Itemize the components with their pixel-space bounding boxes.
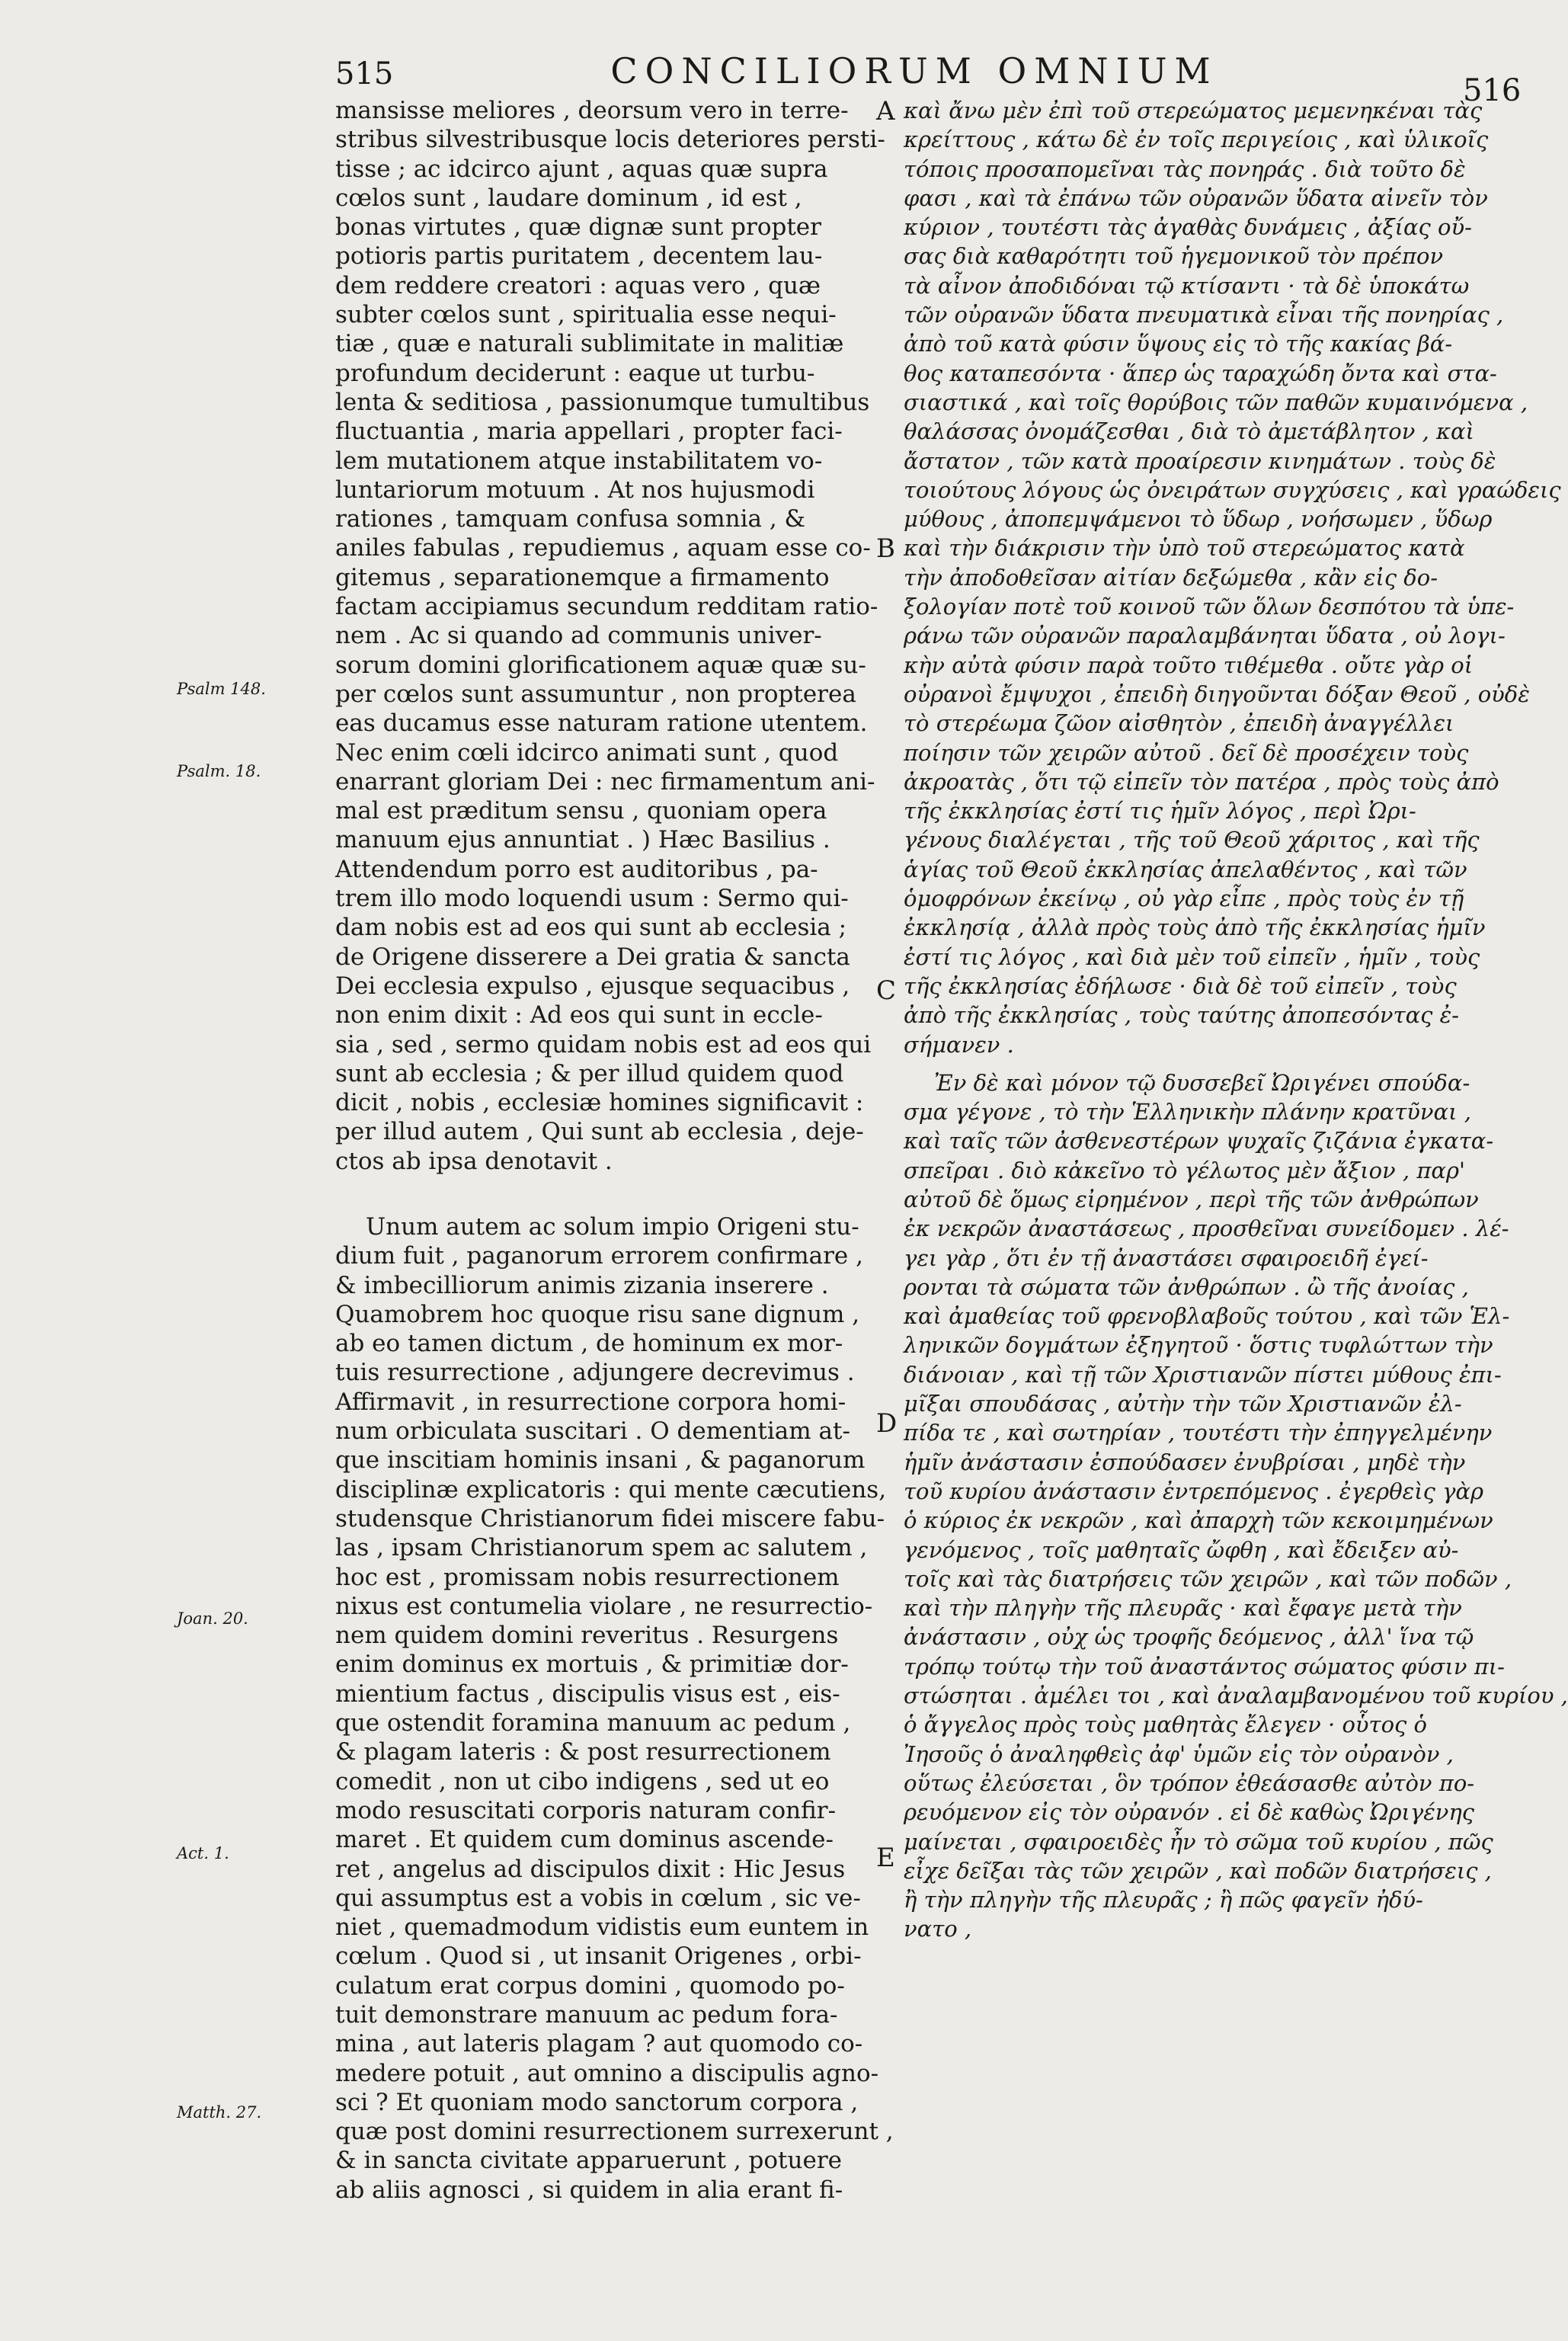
latin-line: ctos ab ipsa denotavit . [335,1147,613,1175]
latin-line: cœlos sunt , laudare dominum , id est , [335,184,802,212]
greek-line: Ἐν δὲ καὶ μόνον τῷ δυσσεβεῖ Ὠριγένει σπούδα- [934,1069,1470,1096]
latin-line: trem illo modo loquendi usum : Sermo qui- [335,885,849,913]
latin-line: cœlum . Quod si , ut insanit Origenes , orbi- [335,1942,862,1971]
page-number-right: 516 [1463,73,1522,108]
greek-line: τοῖς καὶ τὰς διατρήσεις τῶν χειρῶν , καὶ τῶν ποδῶν , [904,1565,1512,1592]
greek-line: γενόμενος , τοῖς μαθηταῖς ὤφθη , καὶ ἔδειξεν αὐ- [904,1536,1459,1563]
marginal-ref: Act. 1. [177,1844,229,1862]
greek-line: γει γὰρ , ὅτι ἐν τῇ ἀναστάσει σφαιροειδῆ ἐγεί- [904,1244,1429,1271]
greek-line: ἀκροατὰς , ὅτι τῷ εἰπεῖν τὸν πατέρα , πρὸς τοὺς ἀπὸ [904,768,1499,795]
margin-letter-d: D [876,1408,898,1439]
latin-line: modo resuscitati corporis naturam confir- [335,1796,837,1824]
greek-line: ληνικῶν δογμάτων ἐξηγητοῦ · ὅστις τυφλώττων τὴν [904,1332,1493,1359]
latin-line: gitemus , separationemque a firmamento [335,563,830,591]
greek-line: κρείττους , κάτω δὲ ἐν τοῖς περιγείοις , καὶ ὑλικοῖς [904,126,1489,153]
greek-line: ἀπὸ τοῦ κατὰ φύσιν ὕψους εἰς τὸ τῆς κακίας βά- [904,331,1453,357]
greek-line: νατο , [904,1916,972,1942]
greek-line: τὰ αἶνον ἀποδιδόναι τῷ κτίσαντι · τὰ δὲ ὑποκάτω [904,272,1470,299]
latin-line: potioris partis puritatem , decentem lau- [335,242,823,271]
greek-line: ἁγίας τοῦ Θεοῦ ἐκκλησίας ἀπελαθέντος , καὶ τῶν [904,856,1467,882]
latin-line: las , ipsam Christianorum spem ac salutem , [335,1534,868,1562]
latin-line: Unum autem ac solum impio Origeni stu- [366,1212,859,1241]
greek-line: τόποις προσαπομεῖναι τὰς πονηράς . διὰ τοῦτο δὲ [904,155,1466,182]
latin-line: subter cœlos sunt , spiritualia esse nequi- [335,301,837,329]
greek-line: εἶχε δεῖξαι τὰς τῶν χειρῶν , καὶ ποδῶν διατρήσεις , [904,1857,1492,1884]
greek-line: ἐκκλησίᾳ , ἀλλὰ πρὸς τοὺς ἀπὸ τῆς ἐκκλησίας ἡμῖν [904,914,1486,941]
latin-line: sorum domini glorificationem aquæ quæ su- [335,651,866,679]
latin-line: tisse ; ac idcirco ajunt , aquas quæ supra [335,155,828,183]
latin-line: sunt ab ecclesia ; & per illud quidem quod [335,1059,844,1087]
greek-line: θαλάσσας ὀνομάζεσθαι , διὰ τὸ ἀμετάβλητον , καὶ [904,418,1475,445]
latin-line: mina , aut lateris plagam ? aut quomodo co- [335,2030,863,2058]
greek-line: αὐτοῦ δὲ ὅμως εἰρημένον , περὶ τῆς τῶν ἀνθρώπων [904,1186,1479,1212]
latin-line: lem mutationem atque instabilitatem vo- [335,447,823,475]
latin-line: quæ post domini resurrectionem surrexerunt , [335,2118,894,2146]
latin-line: nem quidem domini reveritus . Resurgens [335,1622,839,1650]
greek-line: οὐρανοὶ ἔμψυχοι , ἐπειδὴ διηγοῦνται δόξαν Θεοῦ , οὐδὲ [904,681,1530,707]
greek-line: γένους διαλέγεται , τῆς τοῦ Θεοῦ χάριτος , καὶ τῆς [904,827,1480,853]
greek-line: τῶν οὐρανῶν ὕδατα πνευματικὰ εἶναι τῆς πονηρίας , [904,302,1504,328]
latin-line: culatum erat corpus domini , quomodo po- [335,1971,845,2000]
greek-line: ὁ κύριος ἐκ νεκρῶν , καὶ ἀπαρχὴ τῶν κεκοιμημένων [904,1507,1493,1534]
greek-line: πίδα τε , καὶ σωτηρίαν , τουτέστι τὴν ἐπηγγελμένην [904,1420,1493,1446]
latin-line: Dei ecclesia expulso , ejusque sequacibus , [335,972,850,1000]
latin-line: hoc est , promissam nobis resurrectionem [335,1563,840,1591]
latin-line: Nec enim cœli idcirco animati sunt , quod [335,738,839,767]
greek-line: τῆς ἐκκλησίας ἐστί τις ἡμῖν λόγος , περὶ Ὠρι- [904,798,1416,825]
latin-line: per cœlos sunt assumuntur , non propterea [335,680,856,708]
latin-line: stribus silvestribusque locis deteriores persti- [335,126,885,154]
greek-line: ἢ τὴν πληγὴν τῆς πλευρᾶς ; ἢ πῶς φαγεῖν ἠδύ- [904,1887,1423,1913]
running-title: CONCILIORUM OMNIUM [610,50,1218,91]
greek-line: καὶ τὴν διάκρισιν τὴν ὑπὸ τοῦ στερεώματος κατὰ [904,535,1465,562]
greek-line: ἀνάστασιν , οὐχ ὡς τροφῆς δεόμενος , ἀλλ' ἵνα τῷ [904,1624,1474,1651]
marginal-ref: Psalm. 18. [177,762,261,780]
greek-line: μῖξαι σπουδάσας , αὐτὴν τὴν τῶν Χριστιανῶν ἐλ- [904,1391,1462,1417]
latin-column [335,96,894,2205]
page-number-left: 515 [335,56,394,91]
greek-column [904,96,1568,1944]
latin-line: fluctuantia , maria appellari , propter faci- [335,418,843,446]
greek-line: διάνοιαν , καὶ τῇ τῶν Χριστιανῶν πίστει μύθους ἐπι- [904,1361,1502,1388]
greek-line: ἡμῖν ἀνάστασιν ἐσπούδασεν ἐνυβρίσαι , μηδὲ τὴν [904,1449,1466,1475]
latin-line: bonas virtutes , quæ dignæ sunt propter [335,213,821,242]
latin-line: tuis resurrectione , adjungere decrevimus . [335,1359,855,1387]
latin-line: ret , angelus ad discipulos dixit : Hic Jesus [335,1855,846,1883]
greek-line: ἐστί τις λόγος , καὶ διὰ μὲν τοῦ εἰπεῖν , ἡμῖν , τοὺς [904,943,1480,970]
greek-line: καὶ ταῖς τῶν ἀσθενεστέρων ψυχαῖς ζιζάνια ἐγκατα- [904,1128,1494,1154]
latin-line: Affirmavit , in resurrectione corpora homi- [335,1388,846,1416]
latin-line: non enim dixit : Ad eos qui sunt in eccle- [335,1001,823,1030]
latin-line: sia , sed , sermo quidam nobis est ad eos qui [335,1030,872,1058]
latin-line: lenta & seditiosa , passionumque tumultibus [335,388,870,416]
latin-line: qui assumptus est a vobis in cœlum , sic ve- [335,1884,861,1912]
latin-line: luntariorum motuum . At nos hujusmodi [335,476,815,504]
latin-line: per illud autem , Qui sunt ab ecclesia , deje- [335,1118,864,1146]
latin-line: & plagam lateris : & post resurrectionem [335,1738,831,1766]
margin-letter-a: A [876,96,895,126]
latin-line: dam nobis est ad eos qui sunt ab ecclesia ; [335,914,847,942]
marginal-ref: Joan. 20. [177,1609,248,1628]
latin-line: que inscitiam hominis insani , & paganorum [335,1446,866,1475]
latin-line: mal est præditum sensu , quoniam opera [335,797,827,825]
greek-line: κύριον , τουτέστι τὰς ἀγαθὰς δυνάμεις , ἀξίας οὔ- [904,214,1472,241]
greek-line: σήμανεν . [904,1031,1014,1058]
greek-line: σιαστικά , καὶ τοῖς θορύβοις τῶν παθῶν κυμαινόμενα , [904,389,1528,415]
greek-line: ἐκ νεκρῶν ἀναστάσεως , προσθεῖναι συνείδομεν . λέ- [904,1215,1509,1242]
latin-line: manuum ejus annuntiat . ) Hæc Basilius . [335,826,830,854]
margin-letter-e: E [876,1843,895,1873]
latin-line: rationes , tamquam confusa somnia , & [335,505,806,533]
latin-line: eas ducamus esse naturam ratione utentem. [335,709,868,738]
greek-line: σμα γέγονε , τὸ τὴν Ἑλληνικὴν πλάνην κρατῦναι , [904,1099,1471,1126]
greek-line: ράνω τῶν οὐρανῶν παραλαμβάνηται ὕδατα , οὐ λογι- [904,623,1506,649]
greek-line: καὶ τὴν πληγὴν τῆς πλευρᾶς · καὶ ἔφαγε μετὰ τὴν [904,1595,1462,1622]
latin-line: sci ? Et quoniam modo sanctorum corpora , [335,2088,859,2116]
greek-line: τὸ στερέωμα ζῶον αἰσθητὸν , ἐπειδὴ ἀναγγέλλει [904,710,1454,737]
latin-line: tuit demonstrare manuum ac pedum fora- [335,2001,838,2029]
greek-line: Ἰησοῦς ὁ ἀναληφθεὶς ἀφ' ὑμῶν εἰς τὸν οὐρανὸν , [904,1741,1454,1767]
greek-line: τοῦ κυρίου ἀνάστασιν ἐντρεπόμενος . ἐγερθεὶς γὰρ [904,1478,1484,1504]
latin-line: niet , quemadmodum vidistis eum euntem in [335,1913,869,1942]
latin-line: aniles fabulas , repudiemus , aquam esse co- [335,534,871,562]
latin-line: tiæ , quæ e naturali sublimitate in malitiæ [335,330,844,358]
latin-line: de Origene disserere a Dei gratia & sancta [335,943,850,971]
greek-line: θος καταπεσόντα · ἅπερ ὡς ταραχώδη ὄντα καὶ στα- [904,360,1497,386]
latin-line: dicit , nobis , ecclesiæ homines significavit : [335,1089,864,1117]
greek-line: τὴν ἀποδοθεῖσαν αἰτίαν δεξώμεθα , κἂν εἰς δο- [904,564,1438,591]
latin-line: ab eo tamen dictum , de hominum ex mor- [335,1330,843,1358]
greek-line: ποίησιν τῶν χειρῶν αὐτοῦ . δεῖ δὲ προσέχειν τοὺς [904,739,1469,766]
latin-line: Quamobrem hoc quoque risu sane dignum , [335,1300,860,1328]
latin-line: enarrant gloriam Dei : nec firmamentum ani- [335,767,875,796]
greek-line: ἀπὸ τῆς ἐκκλησίας , τοὺς ταύτης ἀποπεσόντας ἐ- [904,1002,1459,1029]
latin-line: mientium factus , discipulis visus est , eis- [335,1680,840,1708]
greek-line: σας διὰ καθαρότητι τοῦ ἡγεμονικοῦ τὸν πρέπον [904,243,1444,270]
greek-line: σπεῖραι . διὸ κἀκεῖνο τὸ γέλωτος μὲν ἄξιον , παρ' [904,1157,1466,1183]
latin-line: que ostendit foramina manuum ac pedum , [335,1709,851,1737]
greek-line: τῆς ἐκκλησίας ἐδήλωσε · διὰ δὲ τοῦ εἰπεῖν , τοὺς [904,972,1457,999]
marginal-ref: Psalm 148. [177,680,266,698]
latin-line: studensque Christianorum fidei miscere fabu- [335,1504,885,1532]
latin-line: comedit , non ut cibo indigens , sed ut eo [335,1767,830,1795]
greek-line: ὁ ἄγγελος πρὸς τοὺς μαθητὰς ἔλεγεν · οὗτος ὁ [904,1712,1427,1738]
latin-line: & imbecilliorum animis zizania inserere . [335,1271,829,1299]
greek-line: ξολογίαν ποτὲ τοῦ κοινοῦ τῶν ὅλων δεσπότου τὰ ὑπε- [904,594,1515,620]
greek-line: τρόπῳ τούτῳ τὴν τοῦ ἀναστάντος σώματος φύσιν πι- [904,1653,1505,1680]
greek-line: ἄστατον , τῶν κατὰ προαίρεσιν κινημάτων . τοὺς δὲ [904,447,1496,474]
greek-line: καὶ ἀμαθείας τοῦ φρενοβλαβοῦς τούτου , καὶ τῶν Ἑλ- [904,1303,1510,1330]
greek-line: ὁμοφρόνων ἐκείνῳ , οὐ γὰρ εἶπε , πρὸς τοὺς ἐν τῇ [904,885,1464,912]
latin-line: nixus est contumelia violare , ne resurrectio- [335,1592,873,1620]
latin-line: & in sancta civitate apparuerunt , potuere [335,2147,842,2175]
latin-line: disciplinæ explicatoris : qui mente cæcutiens, [335,1475,887,1504]
latin-line: Attendendum porro est auditoribus , pa- [335,855,818,883]
margin-letter-c: C [876,975,897,1006]
greek-line: ρονται τὰ σώματα τῶν ἀνθρώπων . ὢ τῆς ἀνοίας , [904,1273,1469,1300]
latin-line: dem reddere creatori : aquas vero , quæ [335,271,821,299]
greek-line: φασι , καὶ τὰ ἐπάνω τῶν οὐρανῶν ὕδατα αἰνεῖν τὸν [904,184,1488,211]
latin-line: ab aliis agnosci , si quidem in alia erant fi- [335,2176,843,2204]
greek-line: καὶ ἄνω μὲν ἐπὶ τοῦ στερεώματος μεμενηκέναι τὰς [904,98,1483,123]
greek-line: στώσηται . ἀμέλει τοι , καὶ ἀναλαμβανομένου τοῦ κυρίου , [904,1683,1568,1709]
latin-line: profundum deciderunt : eaque ut turbu- [335,359,815,387]
greek-line: ρευόμενον εἰς τὸν οὐρανόν . εἰ δὲ καθὼς Ὠριγένης [904,1799,1475,1826]
greek-line: τοιούτους λόγους ὡς ὀνειράτων συγχύσεις , καὶ γραώδεις [904,476,1561,503]
latin-line: mansisse meliores , deorsum vero in terre- [335,97,849,124]
margin-letter-b: B [876,533,895,564]
marginal-ref: Matth. 27. [177,2103,262,2122]
latin-line: maret . Et quidem cum dominus ascende- [335,1826,834,1854]
greek-line: οὕτως ἐλεύσεται , ὃν τρόπον ἐθεάσασθε αὐτὸν πο- [904,1769,1475,1796]
greek-line: μαίνεται , σφαιροειδὲς ἦν τὸ σῶμα τοῦ κυρίου , πῶς [904,1828,1493,1855]
greek-line: μύθους , ἀποπεμψάμενοι τὸ ὕδωρ , νοήσωμεν , ὕδωρ [904,506,1493,533]
latin-line: nem . Ac si quando ad communis univer- [335,622,822,650]
greek-line: κὴν αὐτὰ φύσιν παρὰ τοῦτο τιθέμεθα . οὔτε γὰρ οἱ [904,652,1474,678]
latin-line: dium fuit , paganorum errorem confirmare , [335,1242,863,1270]
latin-line: enim dominus ex mortuis , & primitiæ dor- [335,1651,849,1679]
latin-line: num orbiculata suscitari . O dementiam at- [335,1417,850,1446]
latin-line: factam accipiamus secundum redditam ratio- [335,593,878,621]
latin-line: medere potuit , aut omnino a discipulis agno- [335,2059,879,2087]
